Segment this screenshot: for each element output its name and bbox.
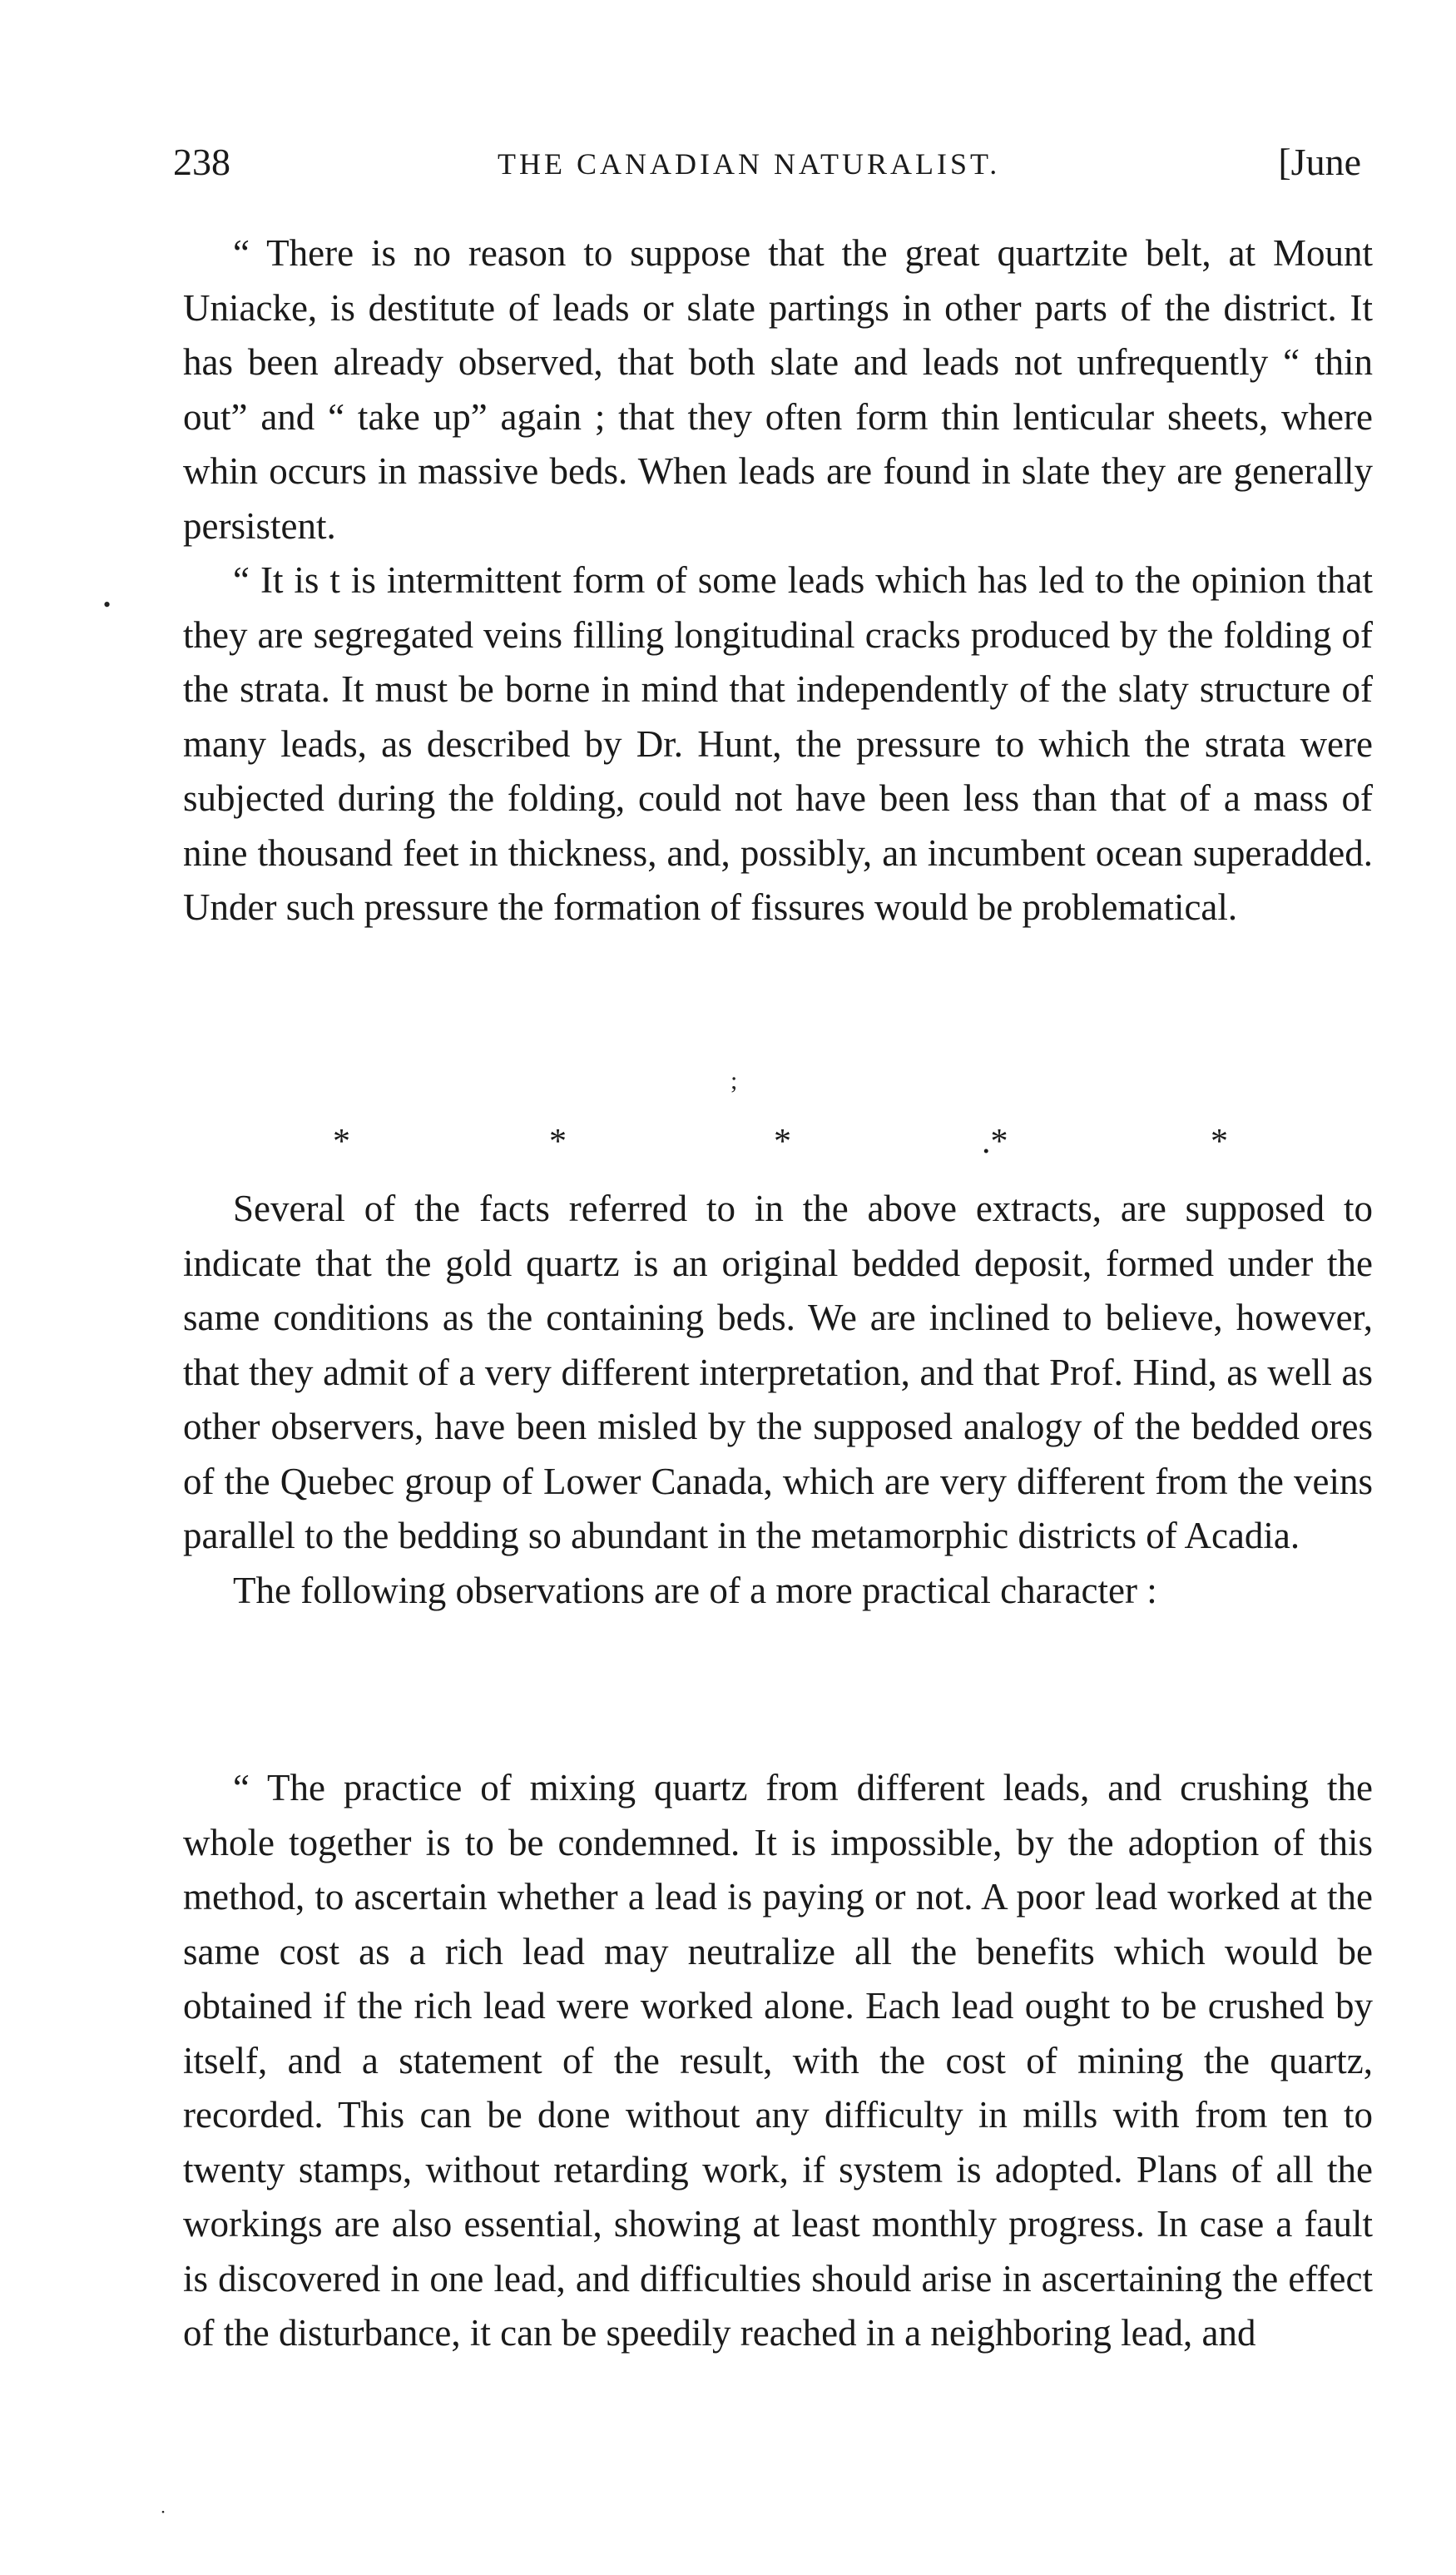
section-separator bbox=[183, 1122, 1373, 1172]
paragraph-intermittent-form: “ It is t is intermittent form of some leads which has led to the opinion that they are segregated veins filling longitudinal cracks produced by the folding of the strata. It must be borne in mind that independently of the slaty structure of many leads, as described by Dr. Hunt, the pressure to which the strata were subjected during the folding, could not have been less than that of a mass of nine thousand feet in thickness, and, possibly, an incumbent ocean superadded. Under such pressure the formation of fissures would be problematical. bbox=[183, 559, 1373, 928]
paragraph-several-facts: Several of the facts referred to in the above extracts, are supposed to indicate that the gold quartz is an original bedded deposit, formed under the same conditions as the containing beds. We are inclined to believe, however, that they admit of a very different interpretation, and that Prof. Hind, as well as other observers, have been misled by the supposed analogy of the bedded ores of the Quebec group of Lower Canada, which are very different from the veins parallel to the bedding so abundant in the metamorphic districts of Acadia. bbox=[183, 1188, 1373, 1556]
running-header bbox=[173, 140, 1371, 190]
paragraph-mixing-quartz: “ The practice of mixing quartz from different leads, and crushing the whole together is to be condemned. It is impossible, by the adoption of this method, to ascertain whether a lead is paying or not. A poor lead worked at the same cost as a rich lead may neutralize all the benefits which would be obtained if the rich lead were worked alone. Each lead ought to be crushed by itself, and a statement of the result, with the cost of mining the quartz, recorded. This can be done without any difficulty in mills with from ten to twenty stamps, without retarding work, if system is adopted. Plans of all the workings are also essential, showing at least monthly progress. In case a fault is discovered in one lead, and difficulties should arise in ascertaining the effect of the disturbance, it can be speedily reached in a neighboring lead, and bbox=[183, 1767, 1373, 2354]
separator-star: * bbox=[1211, 1123, 1228, 1161]
paragraph-following-observations: The following observations are of a more practical character : bbox=[233, 1569, 1157, 1611]
practical-extract-block bbox=[183, 1761, 1373, 2361]
separator-star: * bbox=[333, 1123, 350, 1161]
running-title: THE CANADIAN NATURALIST. bbox=[498, 147, 1001, 181]
commentary-block bbox=[183, 1182, 1373, 1618]
separator-star: * bbox=[774, 1123, 791, 1161]
page-number: 238 bbox=[173, 141, 230, 183]
separator-star: .* bbox=[982, 1123, 1008, 1161]
stray-semicolon-mark: ; bbox=[730, 1067, 738, 1094]
separator-star: * bbox=[549, 1123, 567, 1161]
quoted-extract-block bbox=[183, 226, 1373, 935]
margin-dot-mark: • bbox=[103, 593, 111, 617]
paragraph-quartzite-belt: “ There is no reason to suppose that the great quartzite belt, at Mount Uniacke, is destitute of leads or slate partings in other parts of the district. It has been already observed, that both slate and leads not unfrequently “ thin out” and “ take up” again ; that they often form thin lenticular sheets, where whin occurs in massive beds. When leads are found in slate they are generally persistent. bbox=[183, 232, 1373, 547]
running-date: [June bbox=[1278, 141, 1361, 183]
